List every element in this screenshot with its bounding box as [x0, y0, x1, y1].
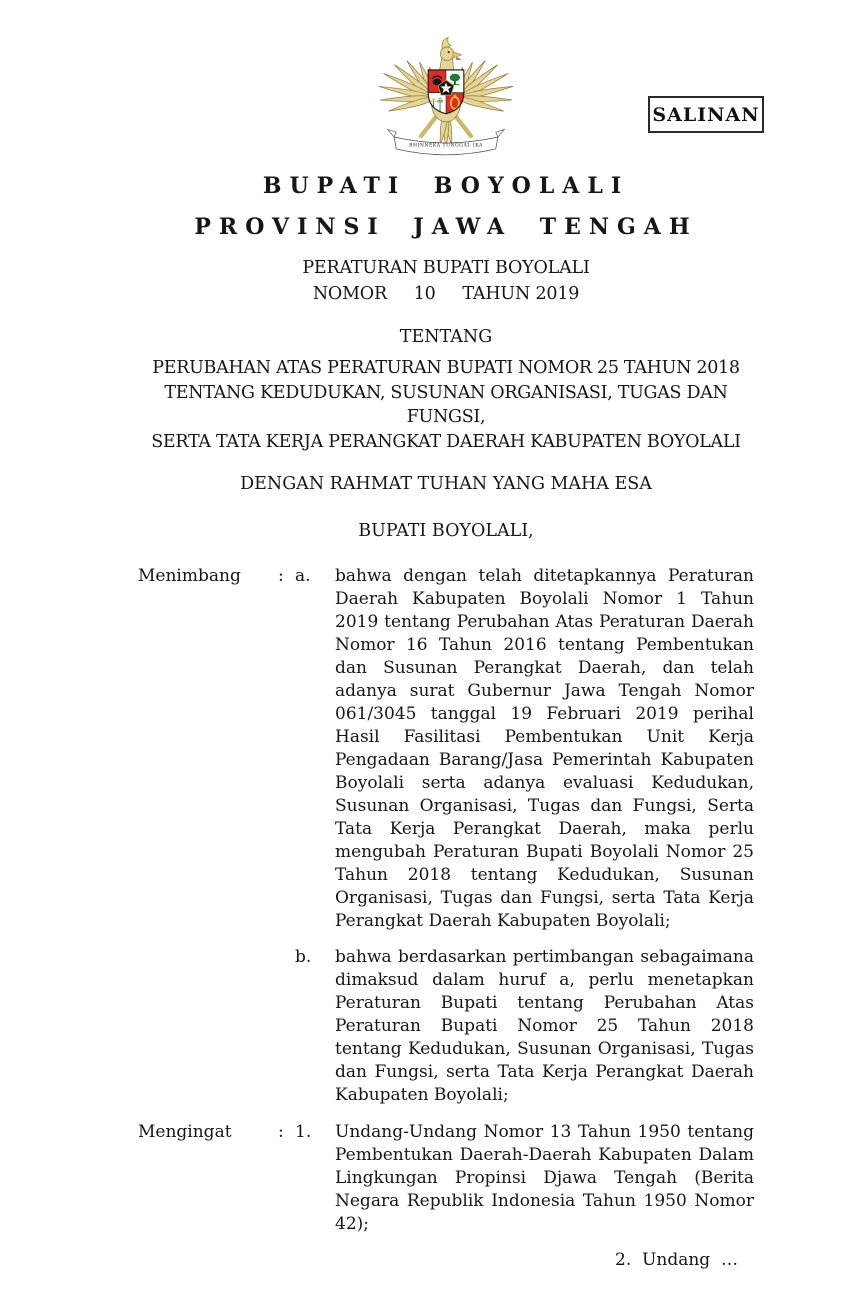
subject-line: SERTA TATA KERJA PERANGKAT DAERAH KABUPATEN BOYOLALI [151, 431, 741, 452]
enacting-authority: BUPATI BOYOLALI, [358, 521, 534, 541]
consideration-item-a [138, 565, 754, 933]
item-text: Undang-Undang Nomor 13 Tahun 1950 tentang Pembentukan Daerah-Daerah Kabupaten Dalam Lingkungan Propinsi Djawa Tengah (Berita Negara Republik Indonesia Tahun 1950 Nomor 42); [335, 1122, 754, 1234]
document-content [138, 0, 754, 1272]
regulation-number: NOMOR 10 TAHUN 2019 [312, 284, 580, 304]
legal-basis-item-1 [138, 1121, 754, 1236]
consideration-item-b [138, 946, 754, 1107]
subject-line: PERUBAHAN ATAS PERATURAN BUPATI NOMOR 25 TAHUN 2018 [152, 358, 740, 378]
considerations-section [138, 565, 754, 1107]
invocation: DENGAN RAHMAT TUHAN YANG MAHA ESA [240, 474, 652, 494]
colon: : [278, 1122, 284, 1142]
about-label: TENTANG [399, 327, 493, 347]
regulation-subject [138, 356, 754, 454]
item-marker: 1. [295, 1122, 312, 1142]
legal-basis-label: Mengingat [138, 1122, 232, 1142]
considerations-label: Menimbang [138, 566, 241, 586]
emblem-motto: BHINNEKA TUNGGAL IKA [409, 143, 483, 149]
item-text: bahwa dengan telah ditetapkannya Peraturan Daerah Kabupaten Boyolali Nomor 1 Tahun 2019 tentang Perubahan Atas Peraturan Daerah Nomor 16 Tahun 2016 tentang Pembentukan dan Susunan Perangkat Daerah, dan telah adanya surat Gubernur Jawa Tengah Nomor 061/3045 tanggal 19 Februari 2019 perihal Hasil Fasilitasi Pembentukan Unit Kerja Pengadaan Barang/Jasa Pemerintah Kabupaten Boyolali serta adanya evaluasi Kedudukan, Susunan Organisasi, Tugas dan Fungsi, Serta Tata Kerja Perangkat Daerah, maka perlu mengubah Peraturan Bupati Boyolali Nomor 25 Tahun 2018 tentang Kedudukan, Susunan Organisasi, Tugas dan Fungsi, serta Tata Kerja Perangkat Daerah Kabupaten Boyolali; [335, 566, 754, 931]
regulation-title: PERATURAN BUPATI BOYOLALI [302, 258, 590, 278]
item-marker: a. [295, 566, 311, 586]
colon: : [278, 566, 284, 586]
subject-line: TENTANG KEDUDUKAN, SUSUNAN ORGANISASI, TUGAS DAN FUNGSI, [164, 382, 728, 427]
item-marker: b. [295, 947, 312, 967]
legal-basis-section [138, 1121, 754, 1236]
salinan-label: SALINAN [652, 103, 760, 126]
province-title: PROVINSI JAWA TENGAH [194, 214, 698, 240]
item-text: bahwa berdasarkan pertimbangan sebagaimana dimaksud dalam huruf a, perlu menetapkan Peraturan Bupati tentang Perubahan Atas Peraturan Bupati Nomor 25 Tahun 2018 tentang Kedudukan, Susunan Organisasi, Tugas dan Fungsi, serta Tata Kerja Perangkat Daerah Kabupaten Boyolali; [335, 947, 754, 1105]
catchword: 2. Undang … [615, 1250, 738, 1270]
authority-title: BUPATI BOYOLALI [262, 173, 630, 199]
